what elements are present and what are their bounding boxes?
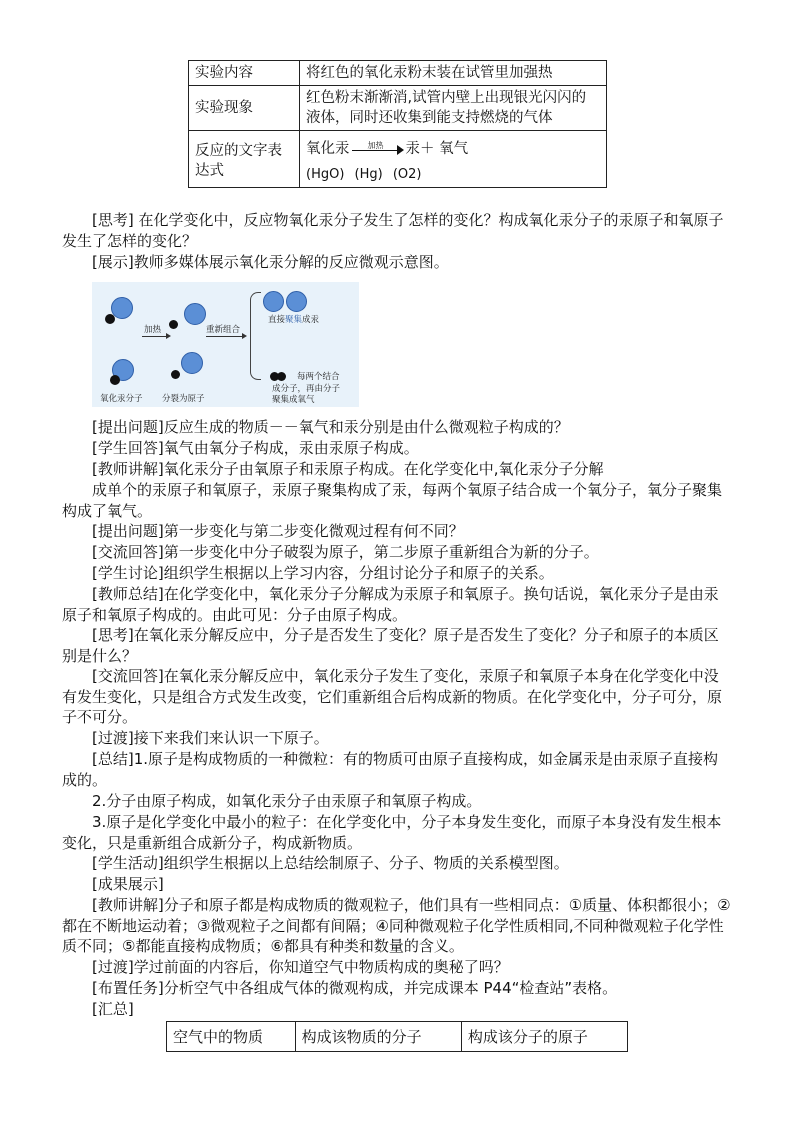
table-row xyxy=(189,131,607,188)
paragraph-think: [思考] 在化学变化中，反应物氧化汞分子发生了怎样的变化？构成氧化汞分子的汞原子和氧原子发生了怎样的变化？ xyxy=(62,211,724,250)
paragraph: [布置任务]分析空气中各组成气体的微观构成，并完成课本 P44“检查站”表格。 xyxy=(92,979,618,997)
experiment-table xyxy=(188,60,607,188)
paragraph: 3.原子是化学变化中最小的粒子：在化学变化中，分子本身发生变化，而原子本身没有发生根本变化，只是重新组合成新分子，构成新物质。 xyxy=(62,813,722,852)
oxygen-label-c: 聚集成氧气 xyxy=(272,395,315,405)
mercury-atom-icon xyxy=(184,303,206,325)
oxygen-atom-icon xyxy=(171,370,180,379)
table-header: 构成该物质的分子 xyxy=(295,1022,461,1052)
micro-reaction-diagram xyxy=(92,282,359,407)
paragraph: [学生讨论]组织学生根据以上学习内容，分组讨论分子和原子的关系。 xyxy=(92,564,554,582)
products: 汞＋ 氧气 xyxy=(405,141,469,157)
paragraph: [总结]1.原子是构成物质的一种微粒：有的物质可由原子直接构成，如金属汞是由汞原子直接构成的。 xyxy=(62,750,719,789)
paragraph: 2.分子由原子构成，如氧化汞分子由汞原子和氧原子构成。 xyxy=(92,792,482,810)
oxygen-atom-icon xyxy=(169,320,178,329)
paragraph: [教师讲解]氧化汞分子由氧原子和汞原子构成。在化学变化中,氧化汞分子分解 xyxy=(92,460,604,478)
paragraph: [学生回答]氧气由氧分子构成，汞由汞原子构成。 xyxy=(92,439,419,457)
table-header: 构成该分子的原子 xyxy=(461,1022,627,1052)
paragraph: [成果展示] xyxy=(92,875,164,893)
air-composition-table xyxy=(166,1021,628,1052)
paragraph: [交流回答]在氧化汞分解反应中，氧化汞分子发生了变化，汞原子和氧原子本身在化学变化中没有发生变化，只是组合方式发生改变，它们重新组合后构成新的物质。在化学变化中，分子可分，原子不可分。 xyxy=(62,667,723,726)
reaction-condition: 加热 xyxy=(367,141,384,150)
oxygen-atom-icon xyxy=(110,375,120,385)
word-equation xyxy=(306,139,600,159)
table-cell: 实验内容 xyxy=(189,61,300,86)
recombine-label: 重新组合 xyxy=(206,325,241,335)
mercury-atom-icon xyxy=(181,352,203,374)
table-cell xyxy=(300,131,607,188)
mercury-atom-icon xyxy=(263,291,284,312)
brace-icon xyxy=(250,292,261,380)
table-cell: 红色粉末渐渐消,试管内壁上出现银光闪闪的液体，同时还收集到能支持燃烧的气体 xyxy=(300,86,607,131)
reactant: 氧化汞 xyxy=(306,141,350,157)
table-row xyxy=(167,1022,628,1052)
arrow-icon xyxy=(166,333,171,339)
table-row xyxy=(189,86,607,131)
paragraph: [教师总结]在化学变化中，氧化汞分子分解成为汞原子和氧原子。换句话说，氧化汞分子是由汞原子和氧原子构成的。由此可见：分子由原子构成。 xyxy=(62,585,719,624)
mercury-atom-icon xyxy=(286,291,307,312)
oxygen-atom-icon xyxy=(277,372,286,381)
table-cell: 反应的文字表达式 xyxy=(189,131,300,188)
paragraph: [过渡]学过前面的内容后，你知道空气中物质构成的奥秘了吗？ xyxy=(92,958,509,976)
table-row xyxy=(189,61,607,86)
oxygen-label-a: 每两个结合 xyxy=(297,372,340,382)
direct-label: 直接聚集成汞 xyxy=(268,315,320,325)
paragraph: [交流回答]第一步变化中分子破裂为原子，第二步原子重新组合为新的分子。 xyxy=(92,543,599,561)
paragraph: [提出问题]反应生成的物质－－氧气和汞分别是由什么微观粒子构成的？ xyxy=(92,418,569,436)
paragraph: [教师讲解]分子和原子都是构成物质的微观粒子，他们具有一些相同点：①质量、体积都很小；②都在不断地运动着；③微观粒子之间都有间隔；④同种微观粒子化学性质相同,不同种微观粒子化学性质不同；⑤都能直接构成物质；⑥都具有种类和数量的含义。 xyxy=(62,896,731,955)
oxygen-label-b: 成分子，再由分子 xyxy=(272,384,341,394)
oxygen-atom-icon xyxy=(105,314,115,324)
paragraph: [提出问题]第一步变化与第二步变化微观过程有何不同？ xyxy=(92,522,464,540)
paragraph: [汇总] xyxy=(92,1000,134,1018)
paragraph: 成单个的汞原子和氧原子，汞原子聚集构成了汞，每两个氧原子结合成一个氧分子，氧分子聚集构成了氧气。 xyxy=(62,481,723,520)
table-cell: 将红色的氧化汞粉末装在试管里加强热 xyxy=(300,61,607,86)
paragraph-show: [展示]教师多媒体展示氧化汞分解的反应微观示意图。 xyxy=(92,253,449,271)
paragraph: [思考]在氧化汞分解反应中，分子是否发生了变化？原子是否发生了变化？分子和原子的本质区别是什么？ xyxy=(62,626,719,665)
heat-label: 加热 xyxy=(144,325,162,335)
table-cell: 实验现象 xyxy=(189,86,300,131)
hgo-label: 氧化汞分子 xyxy=(100,394,143,404)
chemical-formulas: (HgO) (Hg) (O2) xyxy=(306,167,422,182)
arrow-icon xyxy=(242,333,247,339)
paragraph: [过渡]接下来我们来认识一下原子。 xyxy=(92,729,329,747)
split-label: 分裂为原子 xyxy=(162,394,205,404)
table-header: 空气中的物质 xyxy=(167,1022,296,1052)
paragraph: [学生活动]组织学生根据以上总结绘制原子、分子、物质的关系模型图。 xyxy=(92,854,569,872)
reaction-arrow-icon xyxy=(352,142,404,156)
